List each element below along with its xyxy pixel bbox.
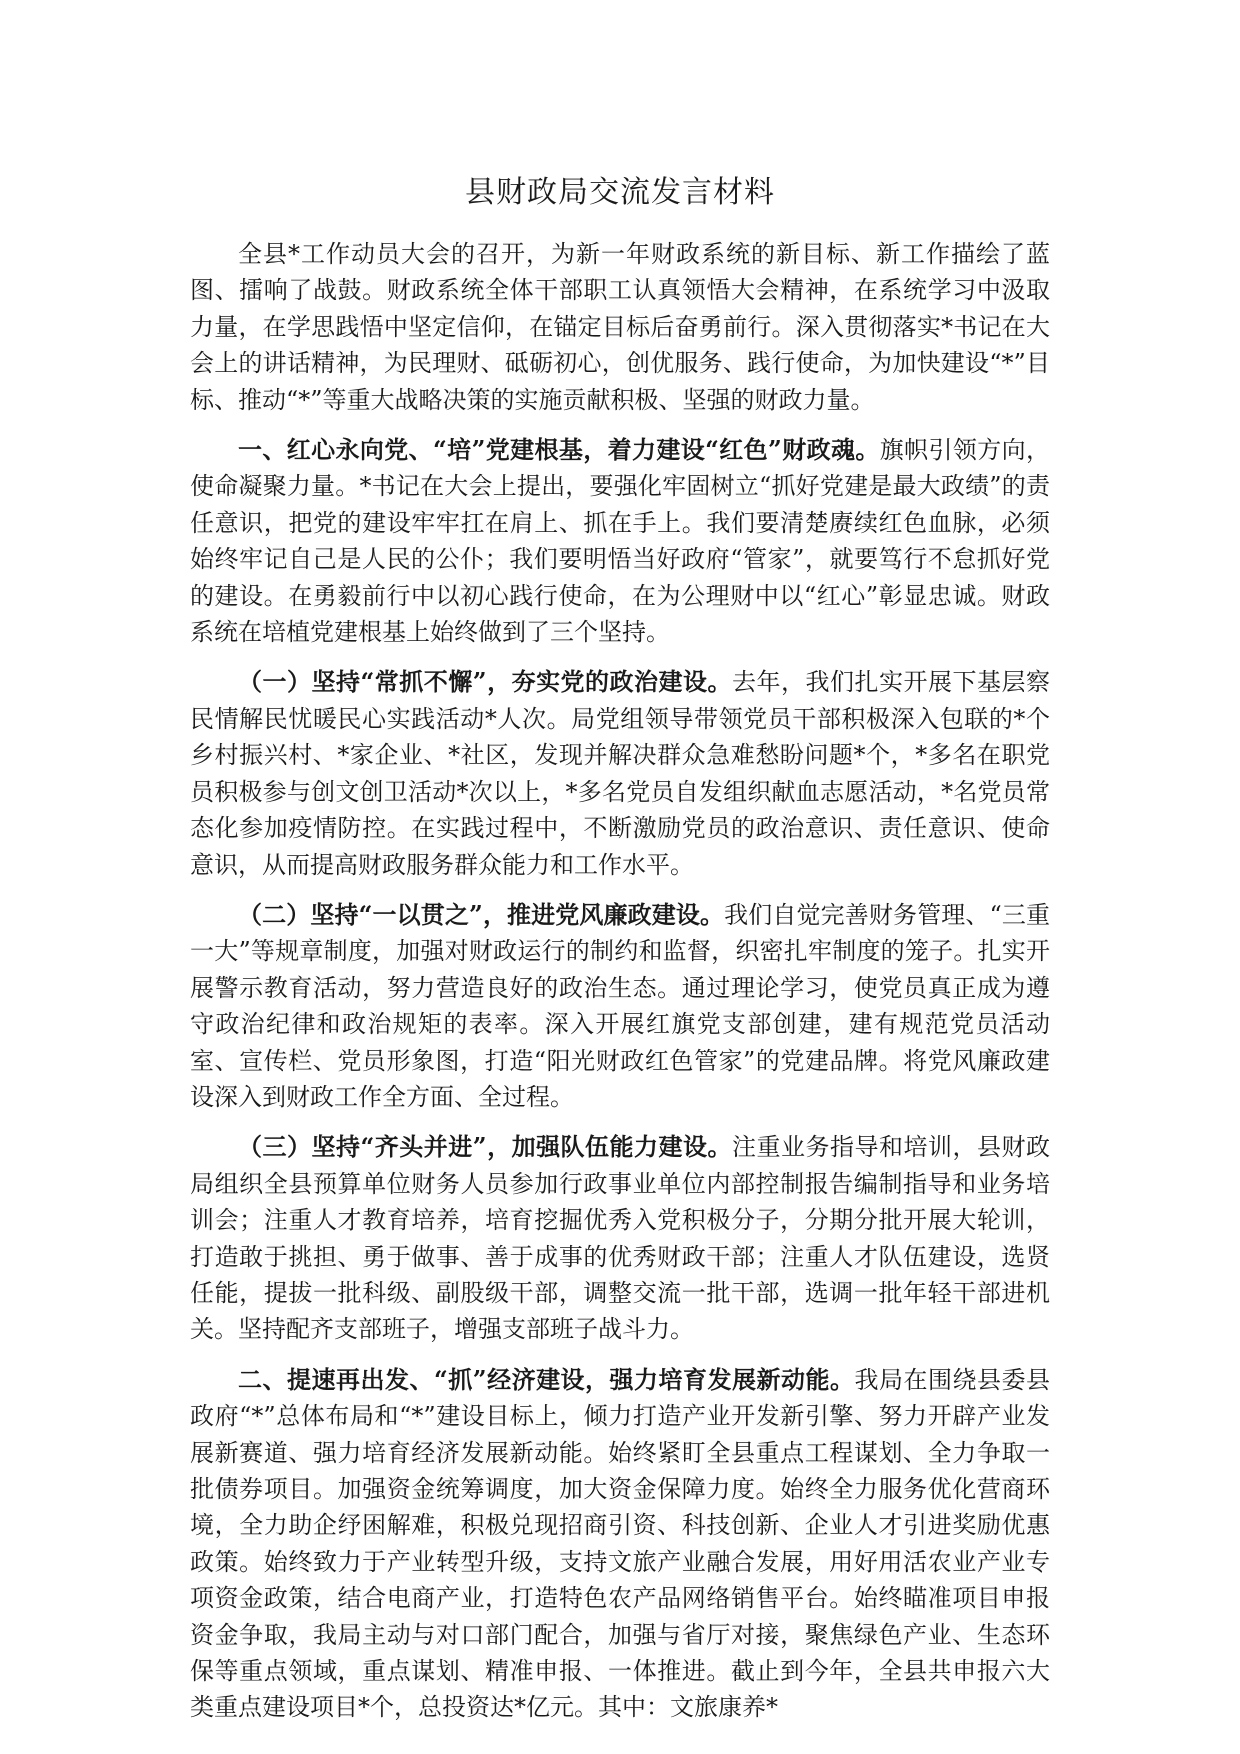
paragraph-text: 去年，我们扎实开展下基层察民情解民忧暖民心实践活动*人次。局党组领导带领党员干部积极深入包联的*个乡村振兴村、*家企业、*社区，发现并解决群众急难愁盼问题*个，*多名在职党员积极参与创文创卫活动*次以上，*多名党员自发组织献血志愿活动，*名党员常态化参加疫情防控。在实践过程中，不断激励党员的政治意识、责任意识、使命意识，从而提高财政服务群众能力和工作水平。 [190,668,1051,879]
section-heading: 一、红心永向党、“培”党建根基，着力建设“红色”财政魂。 [238,435,880,465]
section-heading: 二、提速再出发、“抓”经济建设，强力培育发展新动能。 [238,1364,855,1394]
paragraph-text: 旗帜引领方向，使命凝聚力量。*书记在大会上提出，要强化牢固树立“抓好党建是最大政绩”的责任意识，把党的建设牢牢扛在肩上、抓在手上。我们要清楚赓续红色血脉，必须始终牢记自己是人民的公仆；我们要明悟当好政府“管家”，就要笃行不怠抓好党的建设。在勇毅前行中以初心践行使命，在为公理财中以“红心”彰显忠诚。财政系统在培植党建根基上始终做到了三个坚持。 [190,436,1051,647]
paragraph-text: 全县*工作动员大会的召开，为新一年财政系统的新目标、新工作描绘了蓝图、擂响了战鼓。财政系统全体干部职工认真领悟大会精神，在系统学习中汲取力量，在学思践悟中坚定信仰，在锚定目标后奋勇前行。深入贯彻落实*书记在大会上的讲话精神，为民理财、砥砺初心，创优服务、践行使命，为加快建设“*”目标、推动“*”等重大战略决策的实施贡献积极、坚强的财政力量。 [190,240,1050,414]
paragraph-text: 我局在围绕县委县政府“*”总体布局和“*”建设目标上，倾力打造产业开发新引擎、努力开辟产业发展新赛道、强力培育经济发展新动能。始终紧盯全县重点工程谋划、全力争取一批债券项目。加强资金统筹调度，加大资金保障力度。始终全力服务优化营商环境，全力助企纾困解难，积极兑现招商引资、科技创新、企业人才引进奖励优惠政策。始终致力于产业转型升级，支持文旅产业融合发展，用好用活农业产业专项资金政策，结合电商产业，打造特色农产品网络销售平台。始终瞄准项目申报资金争取，我局主动与对口部门配合，加强与省厅对接，聚焦绿色产业、生态环保等重点领域，重点谋划、精准申报、一体推进。截止到今年，全县共申报六大类重点建设项目*个，总投资达*亿元。其中：文旅康养* [190,1365,1051,1722]
subsection-two-paragraph [190,897,1050,1115]
document-body [190,236,1050,1740]
subsection-one-paragraph [190,664,1050,882]
subsection-heading: （三）坚持“齐头并进”，加强队伍能力建设。 [238,1132,733,1162]
paragraph-text: 注重业务指导和培训，县财政局组织全县预算单位财务人员参加行政事业单位内部控制报告编制指导和业务培训会；注重人才教育培养，培育挖掘优秀入党积极分子，分期分批开展大轮训，打造敢于挑担、勇于做事、善于成事的优秀财政干部；注重人才队伍建设，选贤任能，提拔一批科级、副股级干部，调整交流一批干部，选调一批年轻干部进机关。坚持配齐支部班子，增强支部班子战斗力。 [190,1133,1051,1344]
subsection-heading: （二）坚持“一以贯之”，推进党风廉政建设。 [238,899,725,929]
subsection-three-paragraph [190,1129,1050,1347]
subsection-heading: （一）坚持“常抓不懈”，夯实党的政治建设。 [238,667,733,697]
section-two-paragraph [190,1362,1050,1726]
document-title: 县财政局交流发言材料 [465,175,775,210]
paragraph-text: 我们自觉完善财务管理、“三重一大”等规章制度，加强对财政运行的制约和监督，织密扎牢制度的笼子。扎实开展警示教育活动，努力营造良好的政治生态。通过理论学习，使党员真正成为遵守政治纪律和政治规矩的表率。深入开展红旗党支部创建，建有规范党员活动室、宣传栏、党员形象图，打造“阳光财政红色管家”的党建品牌。将党风廉政建设深入到财政工作全方面、全过程。 [190,900,1050,1111]
section-one-paragraph [190,432,1050,650]
intro-paragraph [190,236,1050,418]
